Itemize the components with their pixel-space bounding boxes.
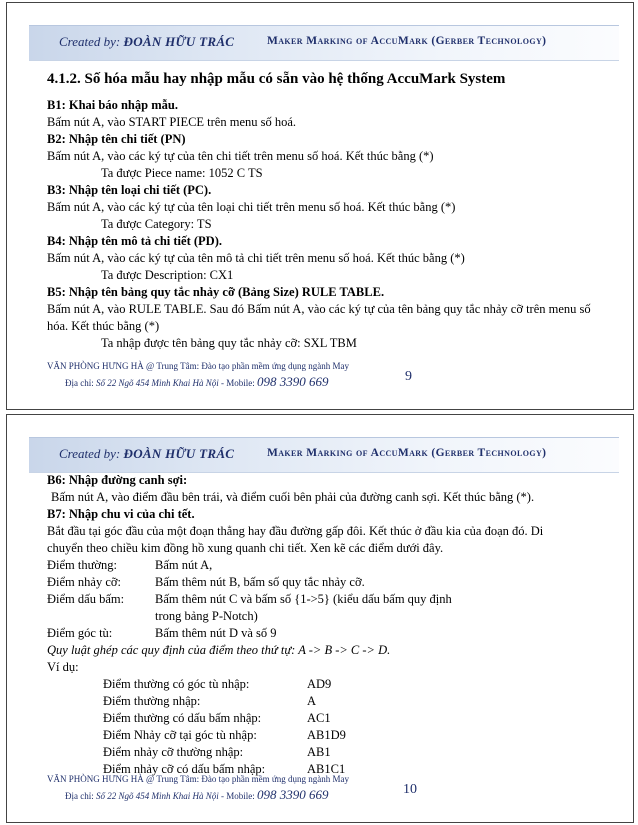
- definition-row: [47, 625, 619, 642]
- step-b4-text: Bấm nút A, vào các ký tự của tên mô tả chi tiết trên menu số hoá. Kết thúc bằng (*): [47, 251, 465, 265]
- step-b7-text: Bắt đầu tại góc đầu của một đoạn thẳng hay đầu đường gấp đôi. Kết thúc ở đầu kia của đoạn đó. Di chuyển theo chiều kim đồng hồ xung quanh chi tiết. Xen kẽ các điểm dưới đây.: [47, 524, 544, 555]
- step-b3-title: B3: Nhập tên loại chi tiết (PC).: [47, 183, 212, 197]
- step-b2-result: Ta được Piece name: 1052 C TS: [101, 166, 263, 180]
- example-row: [47, 693, 619, 710]
- example-description: Điểm thường có góc tù nhập:: [103, 677, 250, 691]
- example-code: AC1: [307, 711, 331, 725]
- created-by: [59, 34, 234, 50]
- footer-address: Số 22 Ngõ 454 Minh Khai Hà Nội: [96, 791, 219, 801]
- step-b5-text: Bấm nút A, vào RULE TABLE. Sau đó Bấm nút A, vào các ký tự của tên bảng quy tắc nhảy cỡ trên menu số hóa. Kết thúc bằng (*): [47, 302, 591, 333]
- definition-value: Bấm thêm nút D và số 9: [155, 626, 277, 640]
- created-by-label: Created by:: [59, 34, 121, 49]
- footer: [47, 771, 427, 804]
- definition-value: Bấm thêm nút B, bấm số quy tắc nhảy cỡ.: [155, 575, 365, 589]
- example-row: [47, 727, 619, 744]
- step-b4-result: Ta được Description: CX1: [101, 268, 234, 282]
- example-row: [47, 676, 619, 693]
- created-by: [59, 446, 234, 462]
- step-b6-title: B6: Nhập đường canh sợi:: [47, 473, 188, 487]
- slide-page-9: [6, 2, 634, 410]
- step-b3-text: Bấm nút A, vào các ký tự của tên loại chi tiết trên menu số hoá. Kết thúc bằng (*): [47, 200, 456, 214]
- step-b2-title: B2: Nhập tên chi tiết (PN): [47, 132, 186, 146]
- step-b1-text: Bấm nút A, vào START PIECE trên menu số hoá.: [47, 115, 297, 129]
- footer-address-label: Địa chỉ:: [65, 791, 94, 801]
- footer-address: Số 22 Ngõ 454 Minh Khai Hà Nội: [96, 378, 219, 388]
- definition-row: [47, 557, 619, 574]
- definition-term: Điểm thường:: [47, 558, 117, 572]
- example-description: Điểm Nhảy cỡ tại góc tù nhập:: [103, 728, 257, 742]
- definition-value: Bấm nút A,: [155, 558, 213, 572]
- step-b1-title: B1: Khai báo nhập mẫu.: [47, 98, 178, 112]
- footer-contact: [47, 787, 427, 804]
- footer-office: VĂN PHÒNG HƯNG HÀ @ Trung Tâm: Đào tạo phần mềm ứng dụng ngành May: [47, 774, 349, 784]
- header-banner: [29, 437, 619, 473]
- footer: [47, 358, 427, 391]
- step-b6-text: Bấm nút A, vào điểm đầu bên trái, và điểm cuối bên phải của đường canh sợi. Kết thúc bằng (*).: [51, 490, 535, 504]
- header-title: Maker Marking of AccuMark (Gerber Technology): [267, 35, 547, 47]
- example-code: AB1C1: [307, 762, 346, 776]
- footer-contact: [47, 374, 427, 391]
- section-heading: 4.1.2. Số hóa mẫu hay nhập mẫu có sẵn vào hệ thống AccuMark System: [47, 71, 506, 87]
- page-number: 10: [403, 782, 417, 797]
- header-title: Maker Marking of AccuMark (Gerber Technology): [267, 447, 547, 459]
- step-b5-title: B5: Nhập tên bảng quy tắc nhảy cỡ (Bảng Size) RULE TABLE.: [47, 285, 385, 299]
- definition-row: [47, 574, 619, 591]
- footer-office: VĂN PHÒNG HƯNG HÀ @ Trung Tâm: Đào tạo phần mềm ứng dụng ngành May: [47, 361, 349, 371]
- definition-term: Điểm nhảy cỡ:: [47, 575, 121, 589]
- created-by-label: Created by:: [59, 446, 121, 461]
- slide-content: [47, 69, 619, 352]
- example-description: Điểm thường nhập:: [103, 694, 201, 708]
- example-code: AB1D9: [307, 728, 346, 742]
- footer-mobile-label: - Mobile:: [221, 791, 255, 801]
- example-code: A: [307, 694, 317, 708]
- slide-content: [47, 472, 619, 778]
- step-b3-result: Ta được Category: TS: [101, 217, 212, 231]
- author-name: ĐOÀN HỮU TRÁC: [123, 34, 235, 49]
- step-b2-text: Bấm nút A, vào các ký tự của tên chi tiết trên menu số hoá. Kết thúc bằng (*): [47, 149, 434, 163]
- footer-phone: 098 3390 669: [257, 787, 329, 802]
- slide-page-10: [6, 414, 634, 823]
- example-label: Ví dụ:: [47, 660, 79, 674]
- step-b5-result: Ta nhập được tên bảng quy tắc nhảy cỡ: SXL TBM: [101, 336, 357, 350]
- step-b7-title: B7: Nhập chu vi của chi tết.: [47, 507, 195, 521]
- definition-value: Bấm thêm nút C và bấm số {1->5} (kiểu dấu bấm quy định trong bảng P-Notch): [155, 592, 452, 623]
- page-number: 9: [405, 369, 412, 384]
- example-row: [47, 744, 619, 761]
- definition-row: [47, 591, 619, 625]
- footer-mobile-label: - Mobile:: [221, 378, 255, 388]
- example-description: Điểm nhảy cỡ có dấu bấm nhập:: [103, 762, 266, 776]
- example-code: AB1: [307, 745, 331, 759]
- example-code: AD9: [307, 677, 332, 691]
- header-banner: [29, 25, 619, 61]
- step-b4-title: B4: Nhập tên mô tả chi tiết (PD).: [47, 234, 222, 248]
- footer-address-label: Địa chỉ:: [65, 378, 94, 388]
- definition-term: Điểm dấu bấm:: [47, 592, 125, 606]
- example-row: [47, 710, 619, 727]
- author-name: ĐOÀN HỮU TRÁC: [123, 446, 235, 461]
- ordering-rule: Quy luật ghép các quy định của điểm theo thứ tự: A -> B -> C -> D.: [47, 643, 391, 657]
- definition-term: Điểm góc tù:: [47, 626, 113, 640]
- example-description: Điểm thường có dấu bấm nhập:: [103, 711, 262, 725]
- footer-phone: 098 3390 669: [257, 374, 329, 389]
- example-description: Điểm nhảy cỡ thường nhập:: [103, 745, 244, 759]
